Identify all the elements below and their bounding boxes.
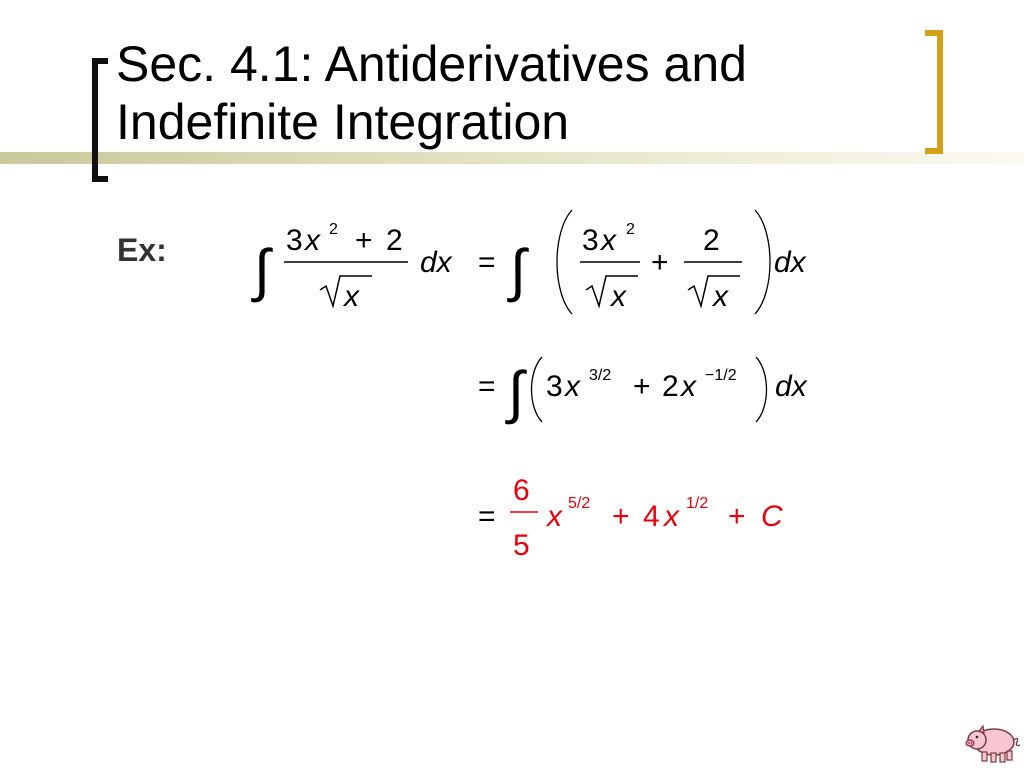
equation-2	[478, 357, 808, 425]
fraction-numerator: 6	[513, 474, 530, 507]
integration-constant: C	[761, 500, 783, 533]
term1-denominator-variable: x	[611, 280, 626, 313]
equals-sign: =	[478, 500, 496, 533]
term1-numerator-coefficient: 3	[582, 224, 599, 257]
differential-dx-2: dx	[774, 246, 806, 279]
right-paren-icon	[756, 357, 767, 422]
term1-variable: x	[565, 370, 580, 403]
numerator-constant: 2	[386, 224, 403, 257]
slide-title-line1: Sec. 4.1: Antiderivatives and	[116, 36, 747, 92]
term1-exponent: 5/2	[568, 495, 591, 512]
term1-variable: x	[547, 500, 562, 533]
left-paren-icon	[532, 357, 543, 422]
term1-numerator-variable: x	[601, 224, 616, 257]
term1-coefficient: 3	[546, 370, 563, 403]
term2-denominator-variable: x	[713, 280, 728, 313]
integral-sign: ∫	[508, 360, 524, 425]
term2-numerator: 2	[703, 224, 720, 257]
middle-plus: +	[651, 246, 669, 279]
numerator-plus: +	[355, 224, 373, 257]
example-label: Ex:	[117, 232, 167, 268]
equals-sign: =	[478, 370, 496, 403]
plus-sign-1: +	[612, 500, 630, 533]
plus-sign: +	[633, 370, 651, 403]
equation-3-answer	[478, 474, 783, 562]
numerator-variable: x	[305, 224, 320, 257]
differential-dx: dx	[420, 246, 452, 279]
right-paren-icon	[755, 210, 770, 314]
slide-title-line2: Indefinite Integration	[116, 94, 570, 150]
denominator-variable: x	[344, 280, 359, 313]
equation-1	[251, 210, 807, 314]
term2-variable: x	[681, 370, 696, 403]
term1-exponent: 3/2	[589, 367, 612, 384]
integral-sign: ∫	[254, 238, 270, 303]
numerator-exponent: 2	[329, 221, 338, 238]
equals-sign: =	[478, 246, 496, 279]
pig-icon	[962, 720, 1020, 766]
term2-coefficient: 4	[643, 500, 660, 533]
term2-exponent: −1/2	[705, 367, 737, 384]
numerator-coefficient: 3	[286, 224, 303, 257]
term1-numerator-exponent: 2	[626, 221, 635, 238]
plus-sign-2: +	[728, 500, 746, 533]
left-paren-icon	[557, 210, 572, 314]
term2-coefficient: 2	[662, 370, 679, 403]
term2-exponent: 1/2	[686, 495, 709, 512]
term2-variable: x	[664, 500, 679, 533]
fraction-denominator: 5	[513, 529, 530, 562]
differential-dx: dx	[775, 370, 807, 403]
integral-sign-2: ∫	[510, 238, 526, 303]
